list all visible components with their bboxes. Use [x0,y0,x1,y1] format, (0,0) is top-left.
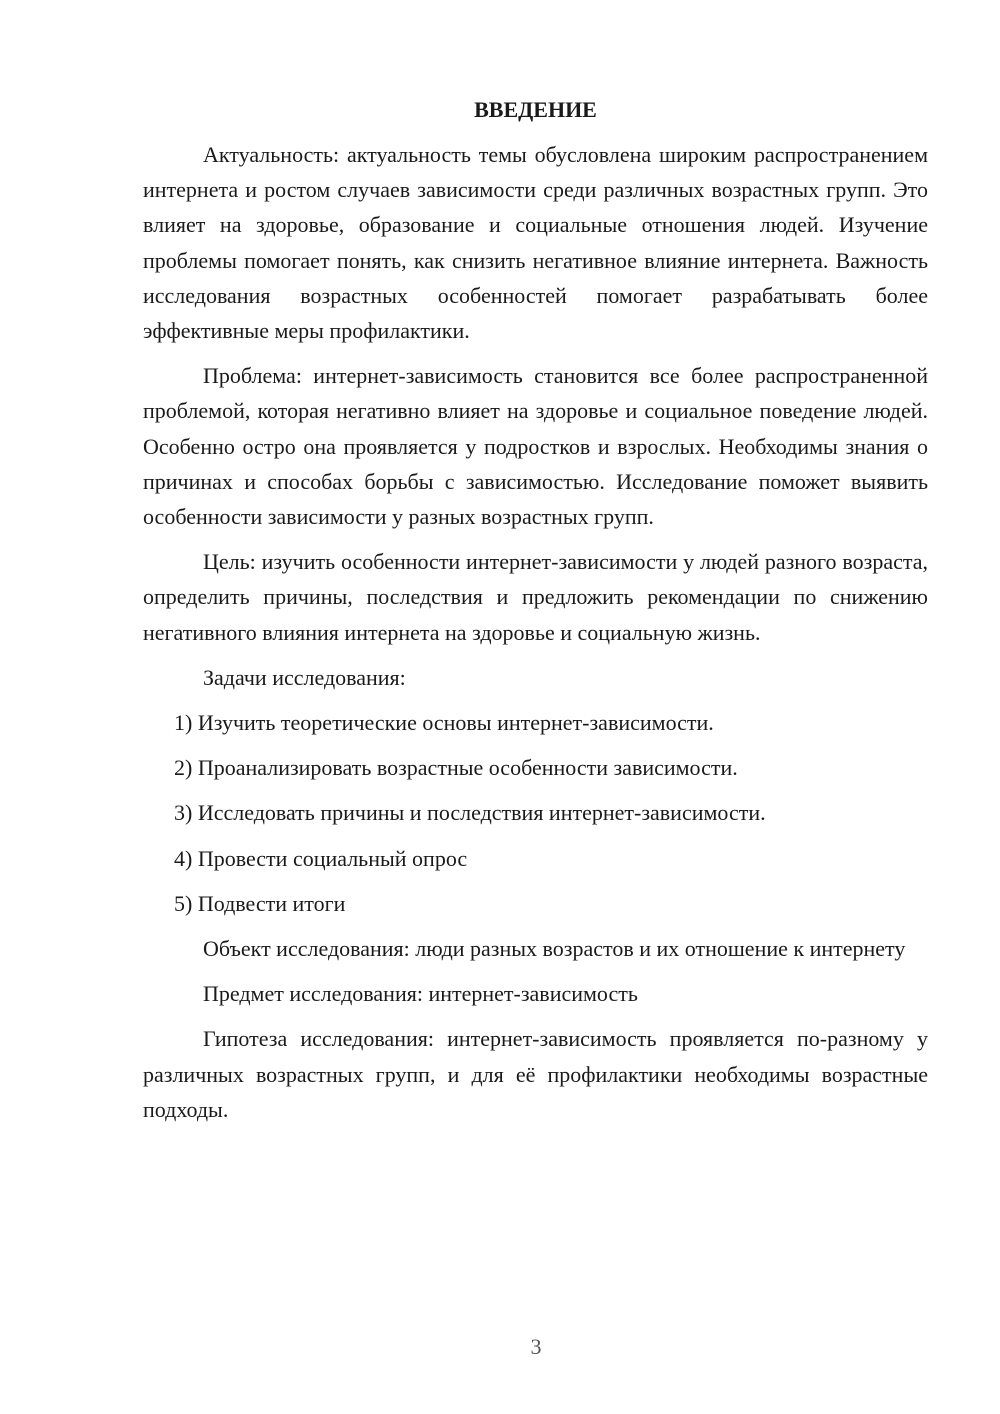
hypothesis-paragraph: Гипотеза исследования: интернет-зависимость проявляется по-разному у различных возрастных групп, и для её профилактики необходимы возрастные подходы. [143,1026,928,1122]
subject-paragraph: Предмет исследования: интернет-зависимость [203,981,638,1007]
tasks-heading: Задачи исследования: [203,664,406,690]
list-item: 1) Изучить теоретические основы интернет-зависимости. [174,710,714,736]
object-paragraph: Объект исследования: люди разных возрастов и их отношение к интернету [203,936,906,962]
list-item: 4) Провести социальный опрос [174,845,468,871]
tasks-list [143,705,928,921]
section-title: ВВЕДЕНИЕ [474,97,597,122]
list-item: 5) Подвести итоги [174,890,346,916]
page-number: 3 [530,1334,542,1359]
document-page [143,92,928,1137]
list-item: 3) Исследовать причины и последствия интернет-зависимости. [174,800,766,826]
goal-paragraph: Цель: изучить особенности интернет-зависимости у людей разного возраста, определить причины, последствия и предложить рекомендации по снижению негативного влияния интернета на здоровье и социальную жизнь. [143,549,928,645]
problem-paragraph: Проблема: интернет-зависимость становится все более распространенной проблемой, которая негативно влияет на здоровье и социальное поведение людей. Особенно остро она проявляется у подростков и взрослых. Необходимы знания о причинах и способах борьбы с зависимостью. Исследование поможет выявить особенности зависимости у разных возрастных групп. [143,363,928,530]
relevance-paragraph: Актуальность: актуальность темы обусловлена широким распространением интернета и ростом случаев зависимости среди различных возрастных групп. Это влияет на здоровье, образование и социальные отношения людей. Изучение проблемы помогает понять, как снизить негативное влияние интернета. Важность исследования возрастных особенностей помогает разрабатывать более эффективные меры профилактики. [143,142,928,344]
list-item: 2) Проанализировать возрастные особенности зависимости. [174,755,738,781]
